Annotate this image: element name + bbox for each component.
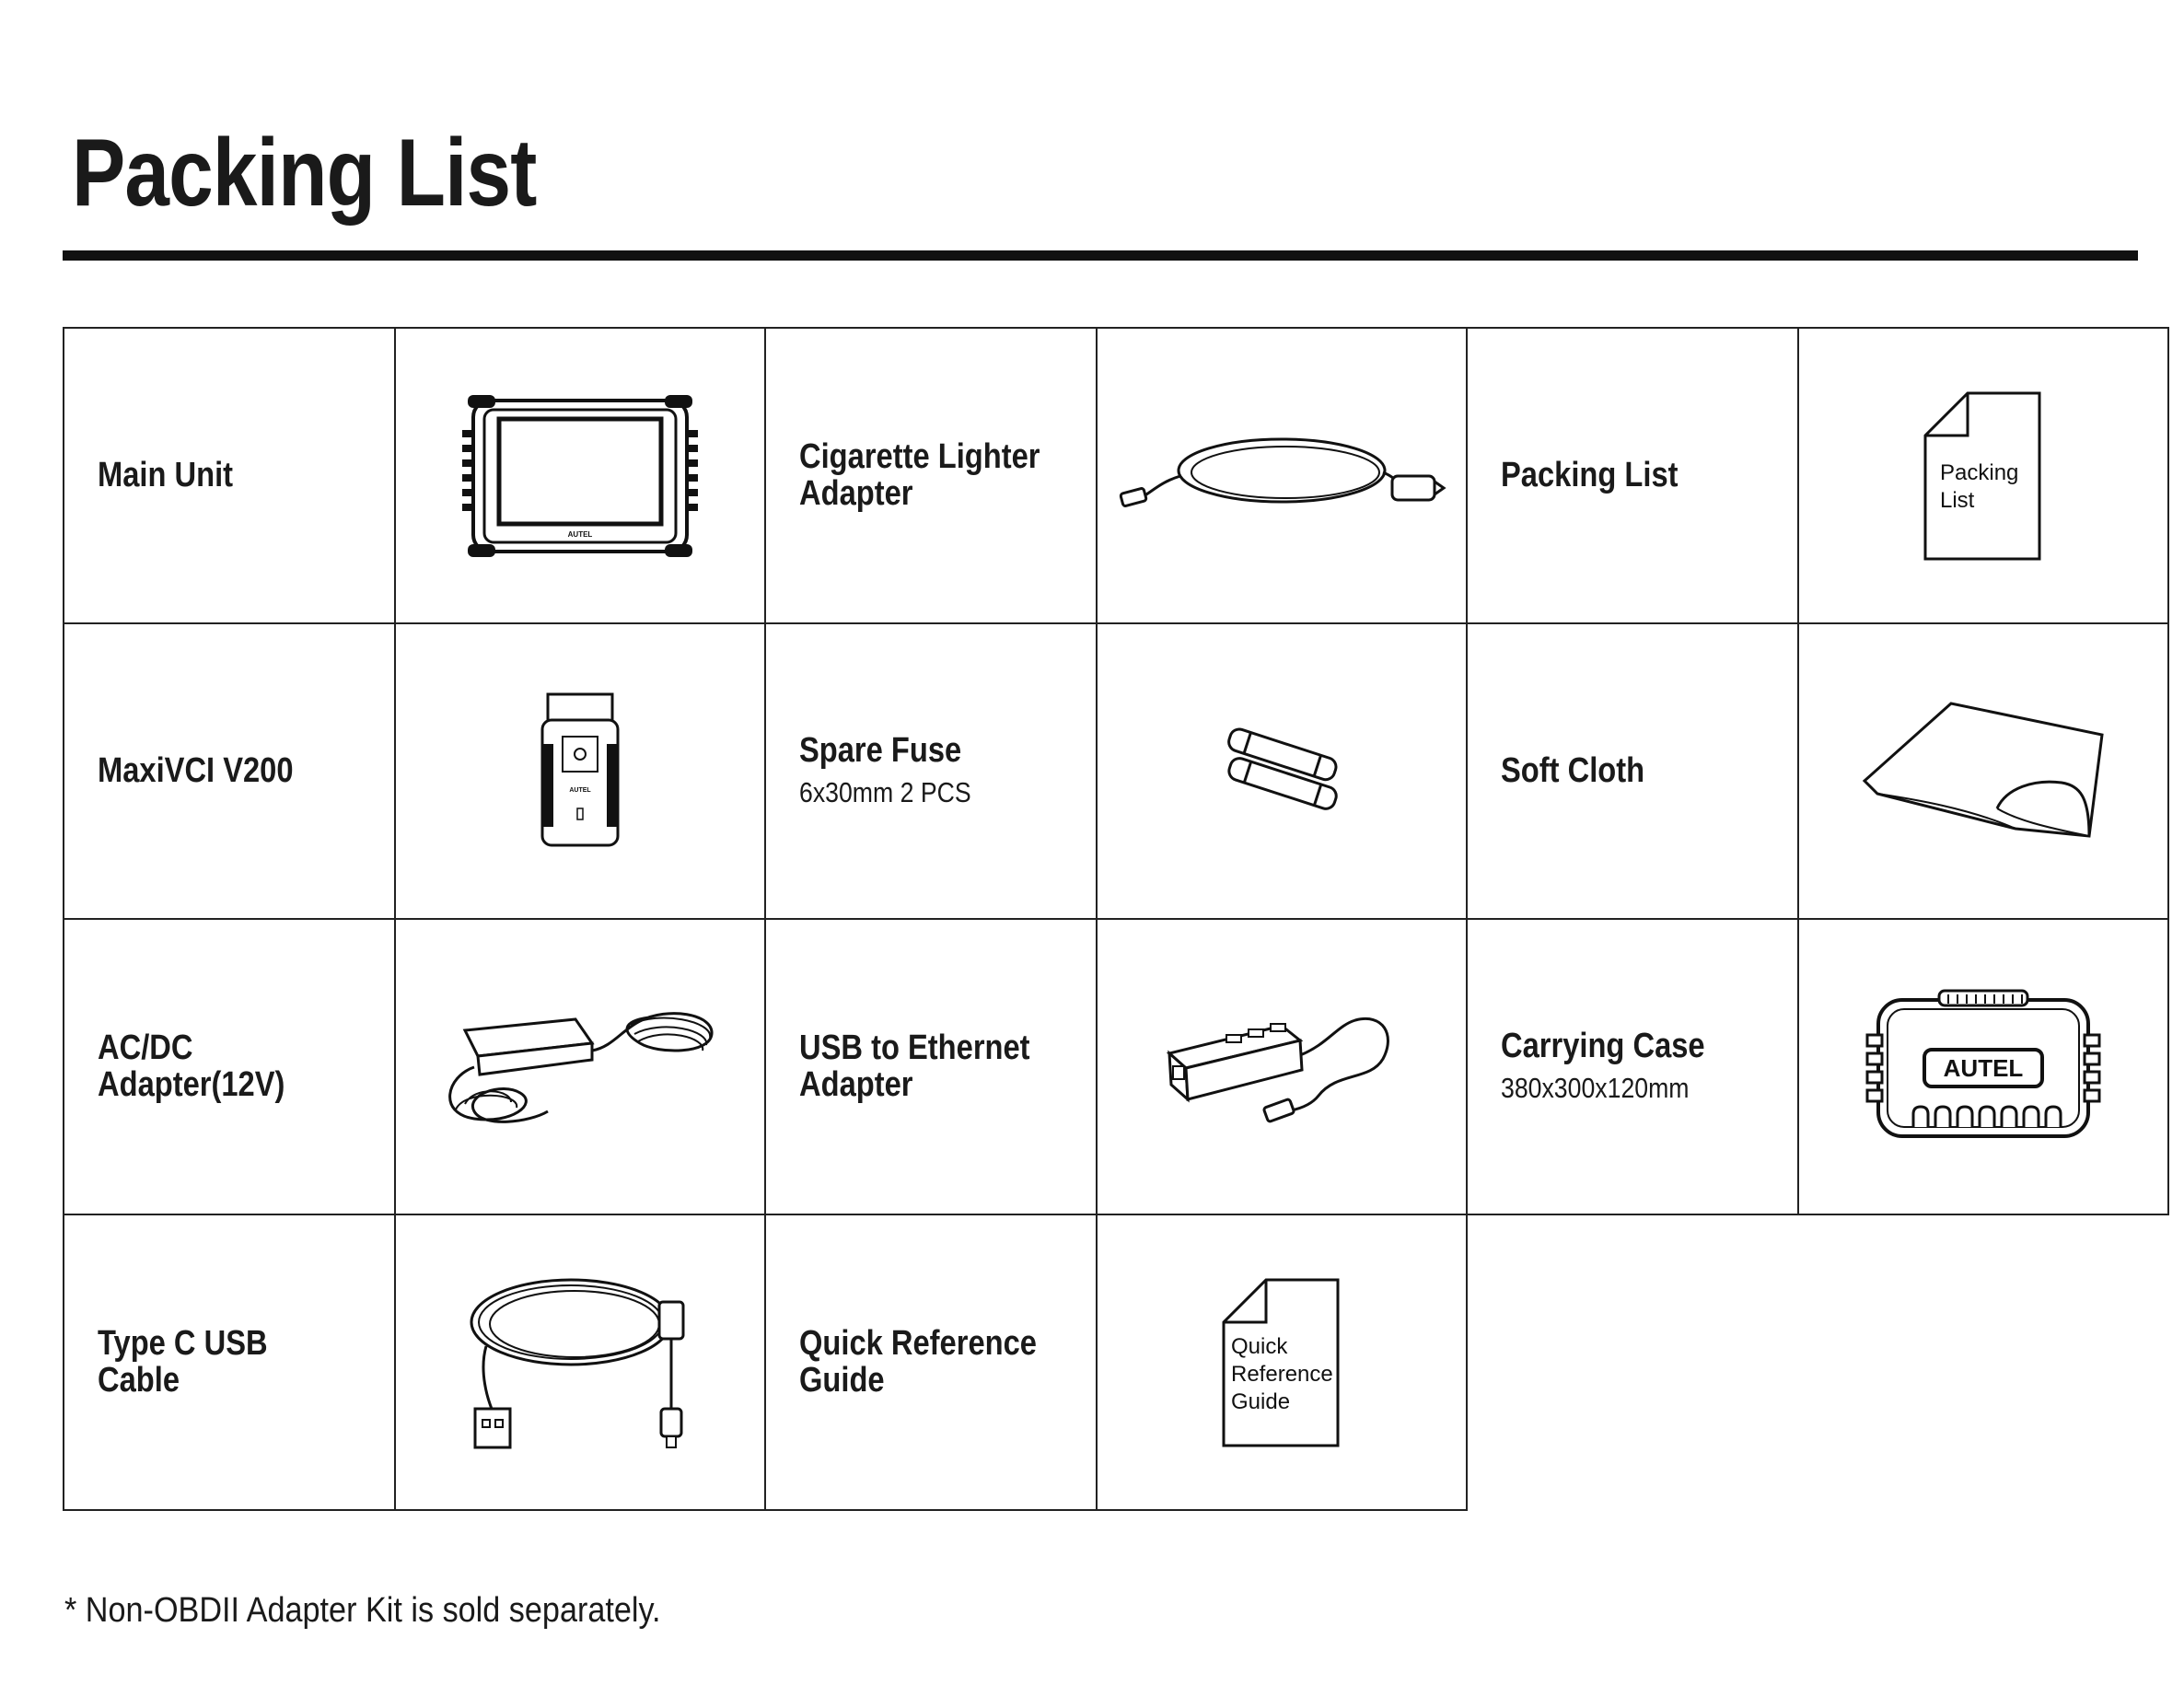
item-name: Packing List: [1501, 455, 1679, 494]
carrying-case-icon: [1864, 989, 2103, 1145]
spare-fuse-icon: [1203, 726, 1360, 818]
item-name: Type C USB Cable: [98, 1323, 268, 1400]
title-divider: [63, 250, 2138, 261]
table-row: [1467, 328, 2168, 623]
packing-table-column-2: [764, 327, 1468, 1511]
table-row: [765, 328, 1467, 623]
item-name: Quick Reference Guide: [799, 1323, 1037, 1400]
document-text-line: List: [1940, 487, 1975, 513]
item-name: AC/DC Adapter(12V): [98, 1028, 285, 1104]
item-name: Cigarette Lighter Adapter: [799, 436, 1040, 513]
page-title: Packing List: [72, 120, 537, 227]
item-name: Spare Fuse: [799, 730, 962, 770]
table-row: [64, 623, 765, 919]
soft-cloth-icon: [1859, 698, 2108, 845]
item-name: Carrying Case: [1501, 1026, 1705, 1065]
table-row: [64, 328, 765, 623]
document-text-line: Packing: [1940, 459, 2019, 485]
document-text-line: Guide: [1231, 1388, 1291, 1414]
item-name: Soft Cloth: [1501, 750, 1645, 790]
document-icon: [1923, 391, 2043, 561]
tablet-main-unit-icon: [460, 393, 700, 559]
table-row: [765, 919, 1467, 1214]
item-spec: 6x30mm 2 PCS: [799, 776, 971, 809]
table-row: [765, 623, 1467, 919]
packing-table-column-3: [1466, 327, 2169, 1215]
table-row: [64, 919, 765, 1214]
table-row: [1467, 623, 2168, 919]
document-icon: [1222, 1278, 1342, 1447]
item-name: MaxiVCI V200: [98, 750, 294, 790]
document-text-line: Reference: [1231, 1361, 1333, 1387]
usb-c-cable-icon: [460, 1271, 700, 1455]
item-spec: 380x300x120mm: [1501, 1072, 1690, 1105]
brand-logo-text: AUTEL: [569, 786, 591, 794]
document-text-line: Quick: [1231, 1333, 1288, 1359]
brand-logo-text: AUTEL: [1943, 1053, 2024, 1082]
table-row: [765, 1214, 1467, 1510]
item-name: Main Unit: [98, 455, 234, 494]
ac-dc-adapter-icon: [437, 993, 723, 1141]
brand-logo-text: AUTEL: [567, 529, 593, 539]
vci-dongle-icon: [539, 689, 622, 854]
item-name: USB to Ethernet Adapter: [799, 1028, 1030, 1104]
footnote: * Non-OBDII Adapter Kit is sold separately.: [64, 1591, 661, 1630]
table-row: [64, 1214, 765, 1510]
usb-ethernet-adapter-icon: [1162, 1007, 1401, 1127]
packing-table-column-1: [63, 327, 766, 1511]
cigarette-lighter-adapter-icon: [1116, 412, 1447, 540]
table-row: [1467, 919, 2168, 1214]
